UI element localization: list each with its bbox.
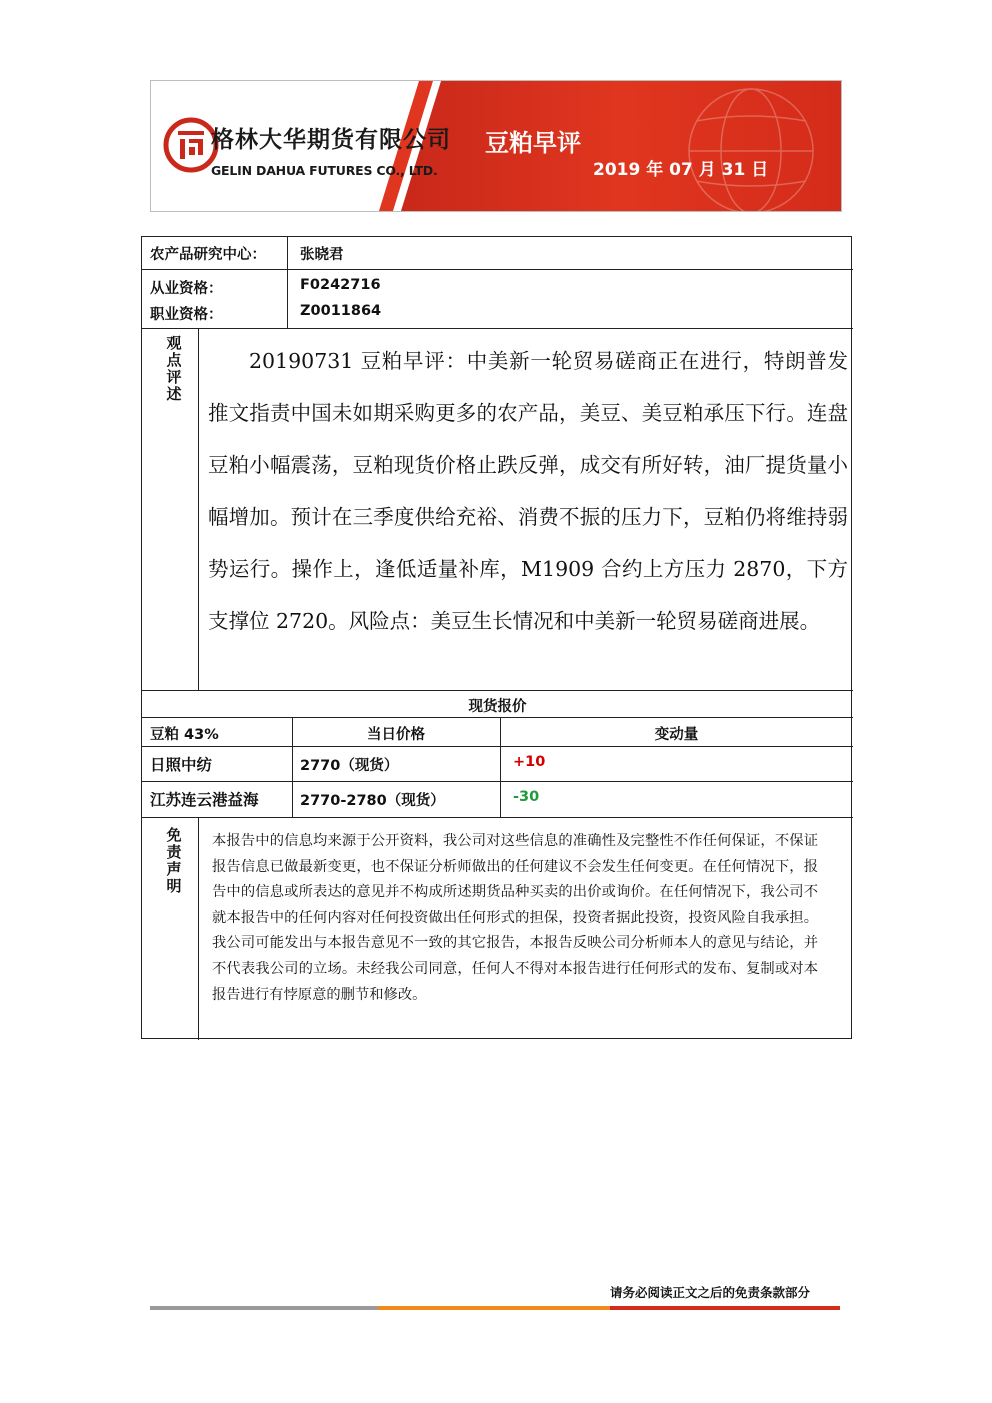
opinion-text: 20190731 豆粕早评：中美新一轮贸易磋商正在进行，特朗普发推文指责中国未如期采购更多的农产品，美豆、美豆粕承压下行。连盘豆粕小幅震荡，豆粕现货价格止跌反弹，成交有所好转，油厂提货量小幅增加。预计在三季度供给充裕、消费不振的压力下，豆粕仍将维持弱势运行。操作上，逢低适量补库，M1909 合约上方压力 2870，下方支撑位 2720。风险点：美豆生长情况和中美新一轮贸易磋商进展。 <box>208 349 848 633</box>
footer-bar-gray <box>150 1306 378 1310</box>
header-banner <box>150 80 842 212</box>
row-divider <box>142 269 853 270</box>
spot-row-price: 2770-2780（现货） <box>300 793 445 809</box>
report-title: 豆粕早评 <box>485 129 581 157</box>
col-divider <box>198 817 199 1040</box>
qualification-label: 从业资格： <box>150 281 223 297</box>
col-divider <box>287 237 288 328</box>
col-product: 豆粕 43% <box>150 727 219 743</box>
row-divider <box>142 817 853 818</box>
col-price: 当日价格 <box>367 727 425 743</box>
report-table <box>141 236 852 1039</box>
practice-label: 职业资格： <box>150 307 223 323</box>
footer-note: 请务必阅读正文之后的免责条款部分 <box>610 1285 811 1300</box>
report-date: 2019 年 07 月 31 日 <box>593 160 769 180</box>
spot-row-change: +10 <box>513 754 546 770</box>
practice-value: Z0011864 <box>300 303 382 319</box>
footer-bar-red <box>610 1306 840 1310</box>
row-divider <box>142 717 853 718</box>
opinion-label: 观点评述 <box>166 334 182 403</box>
disclaimer-text: 本报告中的信息均来源于公开资料，我公司对这些信息的准确性及完整性不作任何保证，不保证报告信息已做最新变更，也不保证分析师做出的任何建议不会发生任何变更。在任何情况下，报告中的信息或所表达的意见并不构成所述期货品种买卖的出价或询价。在任何情况下，我公司不就本报告中的任何内容对任何投资做出任何形式的担保，投资者据此投资，投资风险自我承担。我公司可能发出与本报告意见不一致的其它报告，本报告反映公司分析师本人的意见与结论，并不代表我公司的立场。未经我公司同意，任何人不得对本报告进行任何形式的发布、复制或对本报告进行有悖原意的删节和修改。 <box>212 833 818 1003</box>
row-divider <box>142 328 853 329</box>
footer-bar-orange <box>378 1306 610 1310</box>
row-divider <box>142 781 853 782</box>
spot-row-price: 2770（现货） <box>300 758 399 774</box>
spot-title: 现货报价 <box>468 699 527 715</box>
company-name-cn: 格林大华期货有限公司 <box>211 127 451 153</box>
col-change: 变动量 <box>654 727 699 743</box>
spot-row-name: 江苏连云港益海 <box>150 791 259 809</box>
row-divider <box>142 746 853 747</box>
analyst-name: 张晓君 <box>300 247 344 263</box>
disclaimer-label: 免责声明 <box>166 826 182 895</box>
qualification-value: F0242716 <box>300 277 381 293</box>
row-divider <box>142 690 853 691</box>
company-name-en: GELIN DAHUA FUTURES CO., LTD. <box>211 163 438 178</box>
spot-row-change: -30 <box>513 789 540 805</box>
col-divider <box>198 328 199 690</box>
spot-row-name: 日照中纺 <box>150 756 213 774</box>
research-center-label: 农产品研究中心： <box>150 247 266 263</box>
